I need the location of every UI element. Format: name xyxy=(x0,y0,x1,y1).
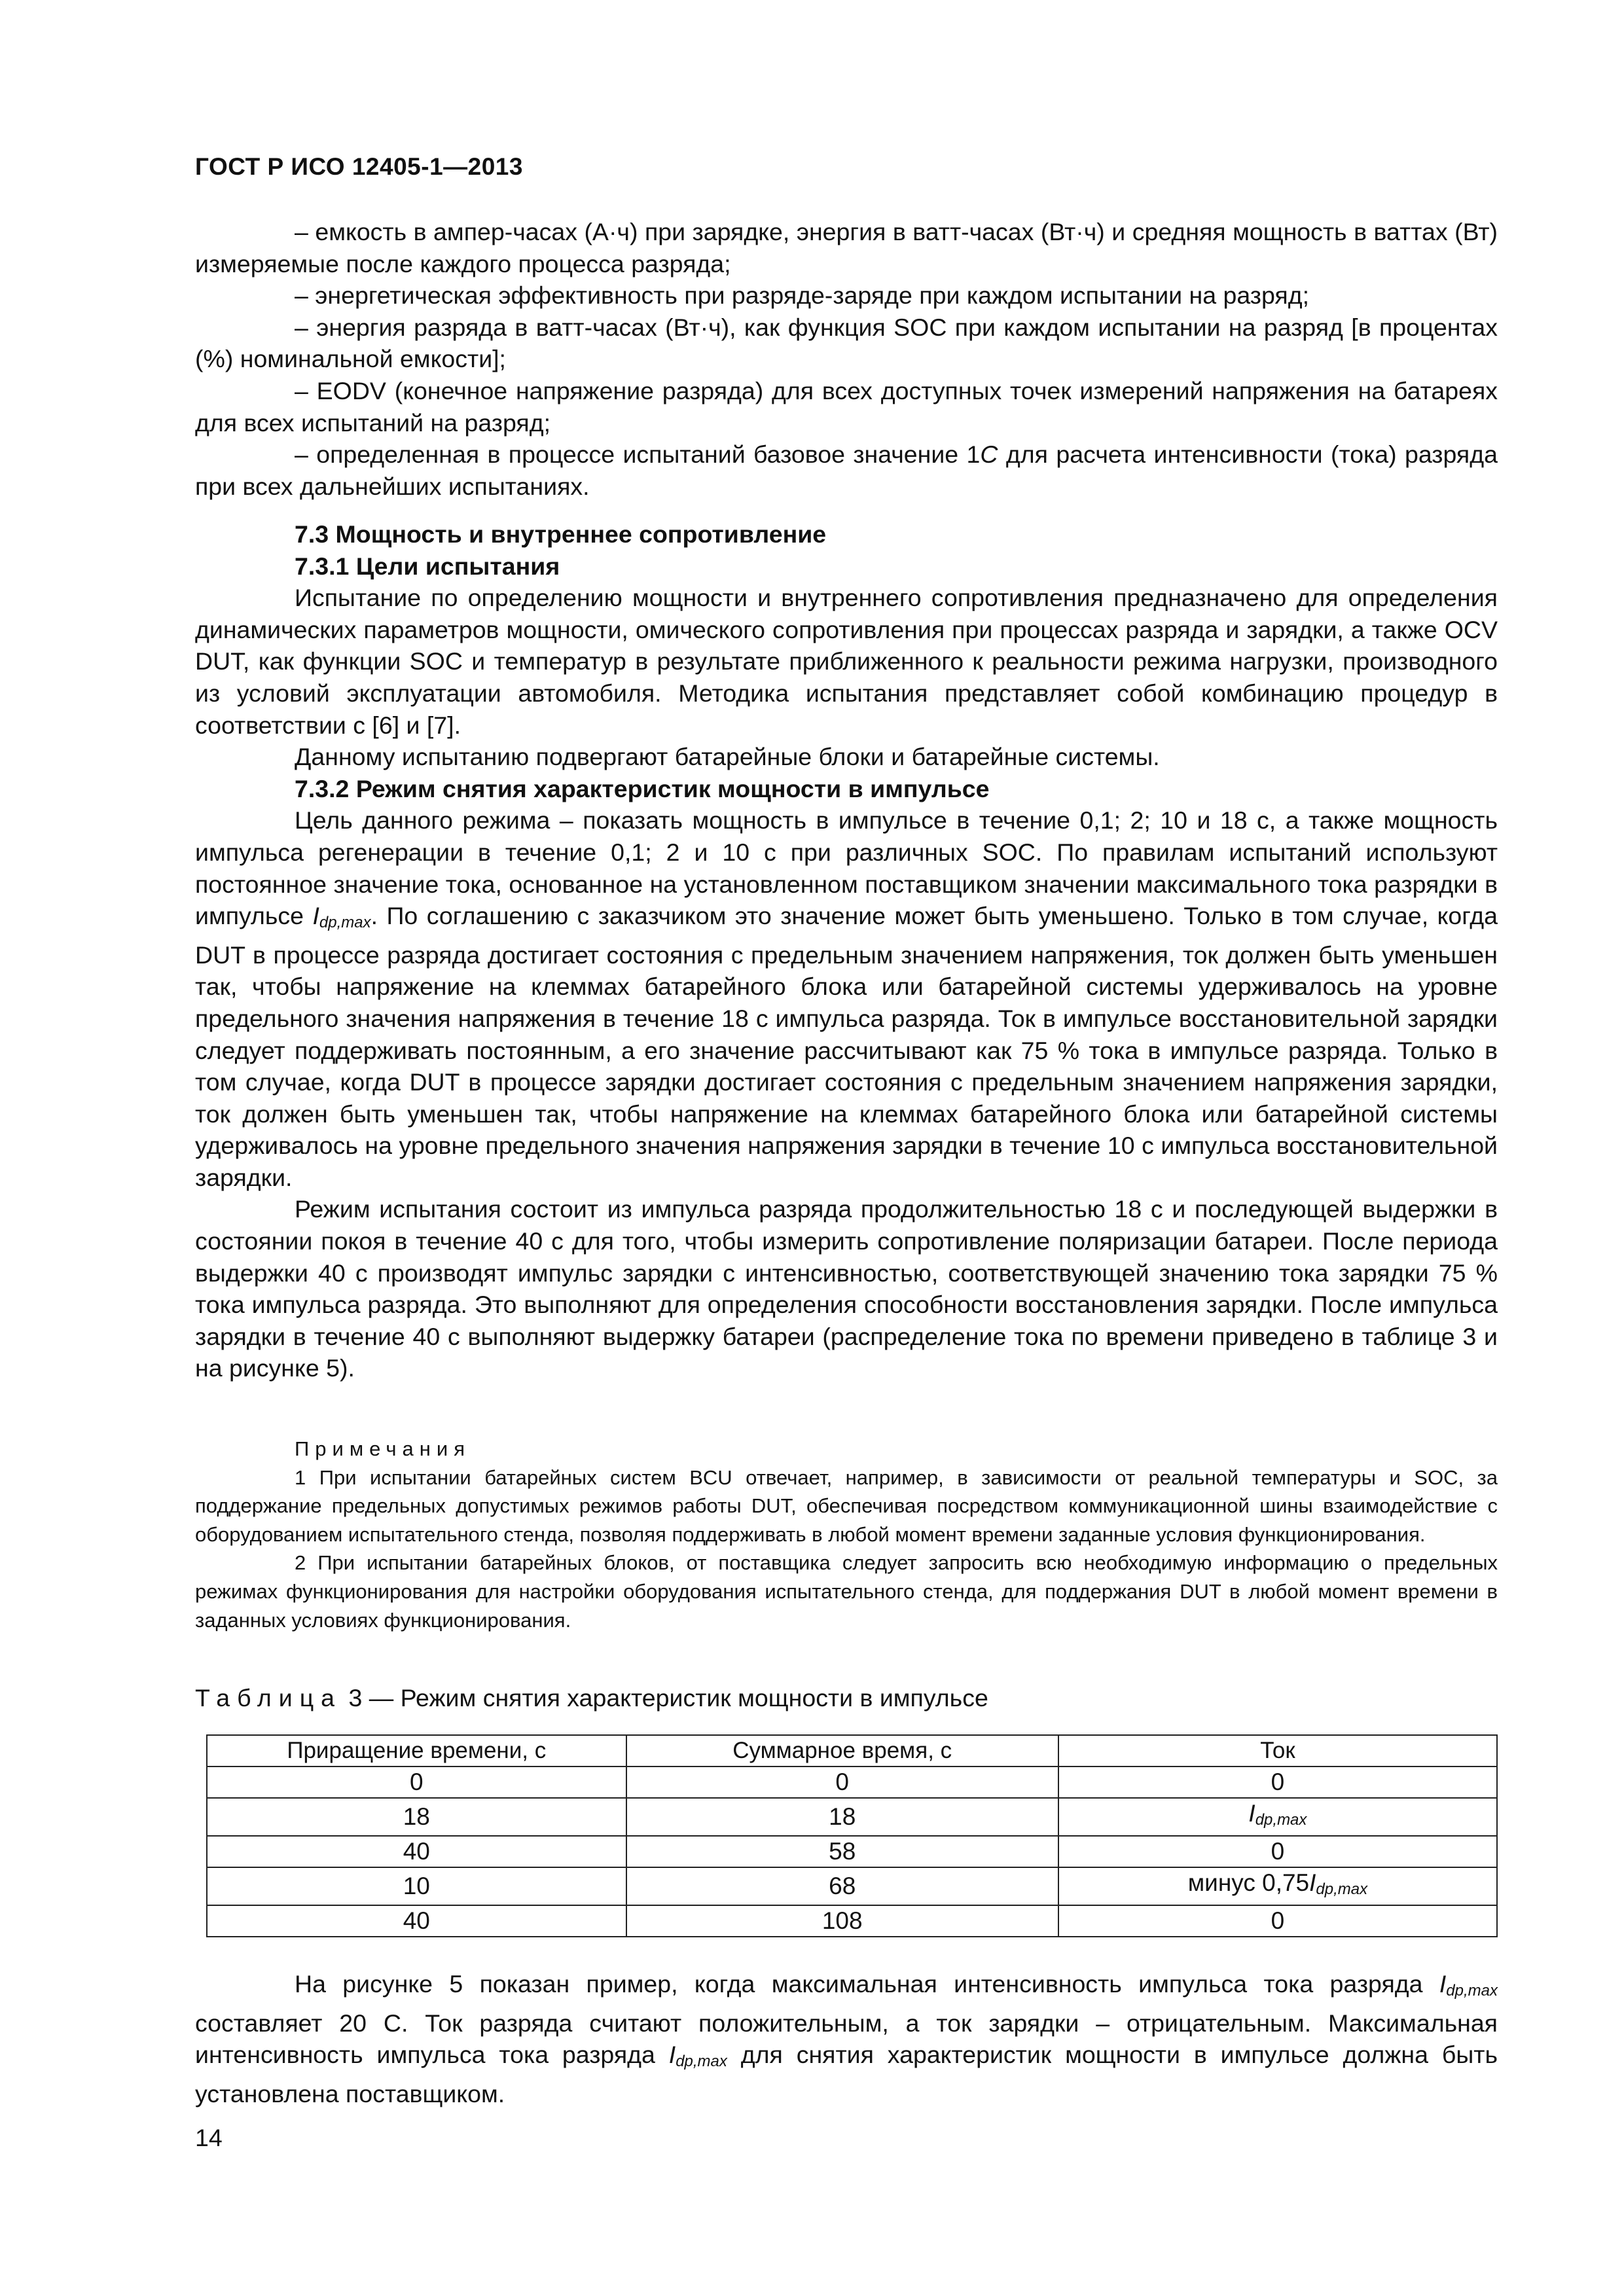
table-caption: Таблица 3 — Режим снятия характеристик мощности в импульсе xyxy=(195,1684,988,1712)
table-cell: 10 xyxy=(207,1867,626,1905)
table-cell: 68 xyxy=(626,1867,1058,1905)
table-cell: 0 xyxy=(1058,1767,1497,1798)
closing-block xyxy=(195,1968,1498,2109)
subsection-heading: 7.3.1 Цели испытания xyxy=(295,552,560,580)
table-cell: минус $0,75I_{dp,max}$ xyxy=(1058,1867,1497,1905)
paragraph: Данному испытанию подвергают батарейные блоки и батарейные системы. xyxy=(295,743,1160,771)
table-row xyxy=(207,1798,1497,1836)
list-item: – определенная в процессе испытаний базовое значение 1С для расчета интенсивности (тока) разряда при всех дальнейших испытаниях. xyxy=(195,440,1498,500)
table-cell: $I_{dp,max}$ xyxy=(1058,1798,1497,1836)
table-cell: 0 xyxy=(207,1767,626,1798)
column-header: Приращение времени, с xyxy=(207,1735,626,1767)
table-cell: 108 xyxy=(626,1905,1058,1937)
requirements-list xyxy=(195,216,1498,502)
note-item: 2 При испытании батарейных блоков, от поставщика следует запросить всю необходимую информацию о предельных режимах функционирования для настройки оборудования испытательного стенда, для поддержания DUT в любой момент времени в заданных условиях функционирования. xyxy=(195,1551,1498,1632)
paragraph: Испытание по определению мощности и внутреннего сопротивления предназначено для определения динамических параметров мощности, омического сопротивления при процессах разряда и зарядки, а также OCV DUT, как функции SOC и температур в результате приближенного к реальности режима нагрузки, производного из условий эксплуатации автомобиля. Методика испытания представляет собой комбинацию процедур в соответствии с [6] и [7]. xyxy=(195,584,1498,739)
page-number: 14 xyxy=(195,2124,223,2151)
section-7-3 xyxy=(195,518,1498,1384)
column-header: Ток xyxy=(1058,1735,1497,1767)
paragraph: Цель данного режима – показать мощность в импульсе в течение 0,1; 2; 10 и 18 с, а также мощность импульса регенерации в течение 0,1; 2 и 10 с при различных SOC. По правилам испытаний используют постоянное значение тока, основанное на установленном поставщиком значении максимального тока разрядки в импульсе $I_{dp,max}$. По соглашению с заказчиком это значение может быть уменьшено. Только в том случае, когда DUT в процессе разряда достигает состояния с предельным значением напряжения, ток должен быть уменьшен так, чтобы напряжение на клеммах батарейного блока или батарейной системы удерживалось на уровне предельного значения напряжения в течение 18 с импульса разряда. Ток в импульсе восстановительной зарядки следует поддерживать постоянным, а его значение рассчитывают как 75 % тока в импульсе разряда. Только в том случае, когда DUT в процессе зарядки достигает состояния с предельным значением напряжения зарядки, ток должен быть уменьшен так, чтобы напряжение на клеммах батарейного блока или батарейной системы удерживалось на уровне предельного значения напряжения зарядки в течение 10 с импульса восстановительной зарядки. xyxy=(195,806,1498,1191)
notes-block xyxy=(195,1435,1498,1634)
note-item: 1 При испытании батарейных систем BCU отвечает, например, в зависимости от реальной температуры и SOC, за поддержание предельных допустимых режимов работы DUT, обеспечивая посредством коммуникационной шины взаимодействие с оборудованием испытательного стенда, позволяя поддерживать в любой момент времени заданные условия функционирования. xyxy=(195,1465,1498,1546)
list-item: – энергия разряда в ватт-часах (Вт·ч), как функция SOC при каждом испытании на разряд [в процентах (%) номинальной емкости]; xyxy=(195,313,1498,373)
document-header: ГОСТ Р ИСО 12405-1—2013 xyxy=(195,153,523,180)
list-item: – энергетическая эффективность при разряде-заряде при каждом испытании на разряд; xyxy=(295,281,1310,310)
paragraph: На рисунке 5 показан пример, когда максимальная интенсивность импульса тока разряда $I_{dp,max}$ составляет 20 С. Ток разряда считают положительным, а ток зарядки – отрицательным. Максимальная интенсивность импульса тока разряда $I_{dp,max}$ для снятия характеристик мощности в импульсе должна быть установлена поставщиком. xyxy=(195,1970,1498,2108)
table-row xyxy=(207,1767,1497,1798)
column-header: Суммарное время, с xyxy=(626,1735,1058,1767)
table-row xyxy=(207,1905,1497,1937)
pulse-mode-table xyxy=(206,1734,1498,1937)
table-header-row xyxy=(207,1735,1497,1767)
table-cell: 40 xyxy=(207,1905,626,1937)
list-item: – емкость в ампер-часах (А·ч) при зарядке, энергия в ватт-часах (Вт·ч) и средняя мощность в ваттах (Вт) измеряемые после каждого процесса разряда; xyxy=(195,218,1498,278)
table-row xyxy=(207,1867,1497,1905)
notes-title: Примечания xyxy=(295,1437,471,1460)
table-cell: 18 xyxy=(626,1798,1058,1836)
table-cell: 58 xyxy=(626,1836,1058,1867)
section-heading: 7.3 Мощность и внутреннее сопротивление xyxy=(295,520,827,548)
list-item: – EODV (конечное напряжение разряда) для всех доступных точек измерений напряжения на батареях для всех испытаний на разряд; xyxy=(195,376,1498,437)
table-cell: 0 xyxy=(626,1767,1058,1798)
table-cell: 0 xyxy=(1058,1905,1497,1937)
table-cell: 18 xyxy=(207,1798,626,1836)
table-row xyxy=(207,1836,1497,1867)
table-cell: 40 xyxy=(207,1836,626,1867)
subsection-heading: 7.3.2 Режим снятия характеристик мощности в импульсе xyxy=(295,774,990,802)
table-cell: 0 xyxy=(1058,1836,1497,1867)
paragraph: Режим испытания состоит из импульса разряда продолжительностью 18 с и последующей выдержки в состоянии покоя в течение 40 с для того, чтобы измерить сопротивление поляризации батареи. После периода выдержки 40 с производят импульс зарядки с интенсивностью, соответствующей значению тока зарядки 75 % тока импульса разряда. Это выполняют для определения способности восстановления зарядки. После импульса зарядки в течение 40 с выполняют выдержку батареи (распределение тока по времени приведено в таблице 3 и на рисунке 5). xyxy=(195,1195,1498,1382)
